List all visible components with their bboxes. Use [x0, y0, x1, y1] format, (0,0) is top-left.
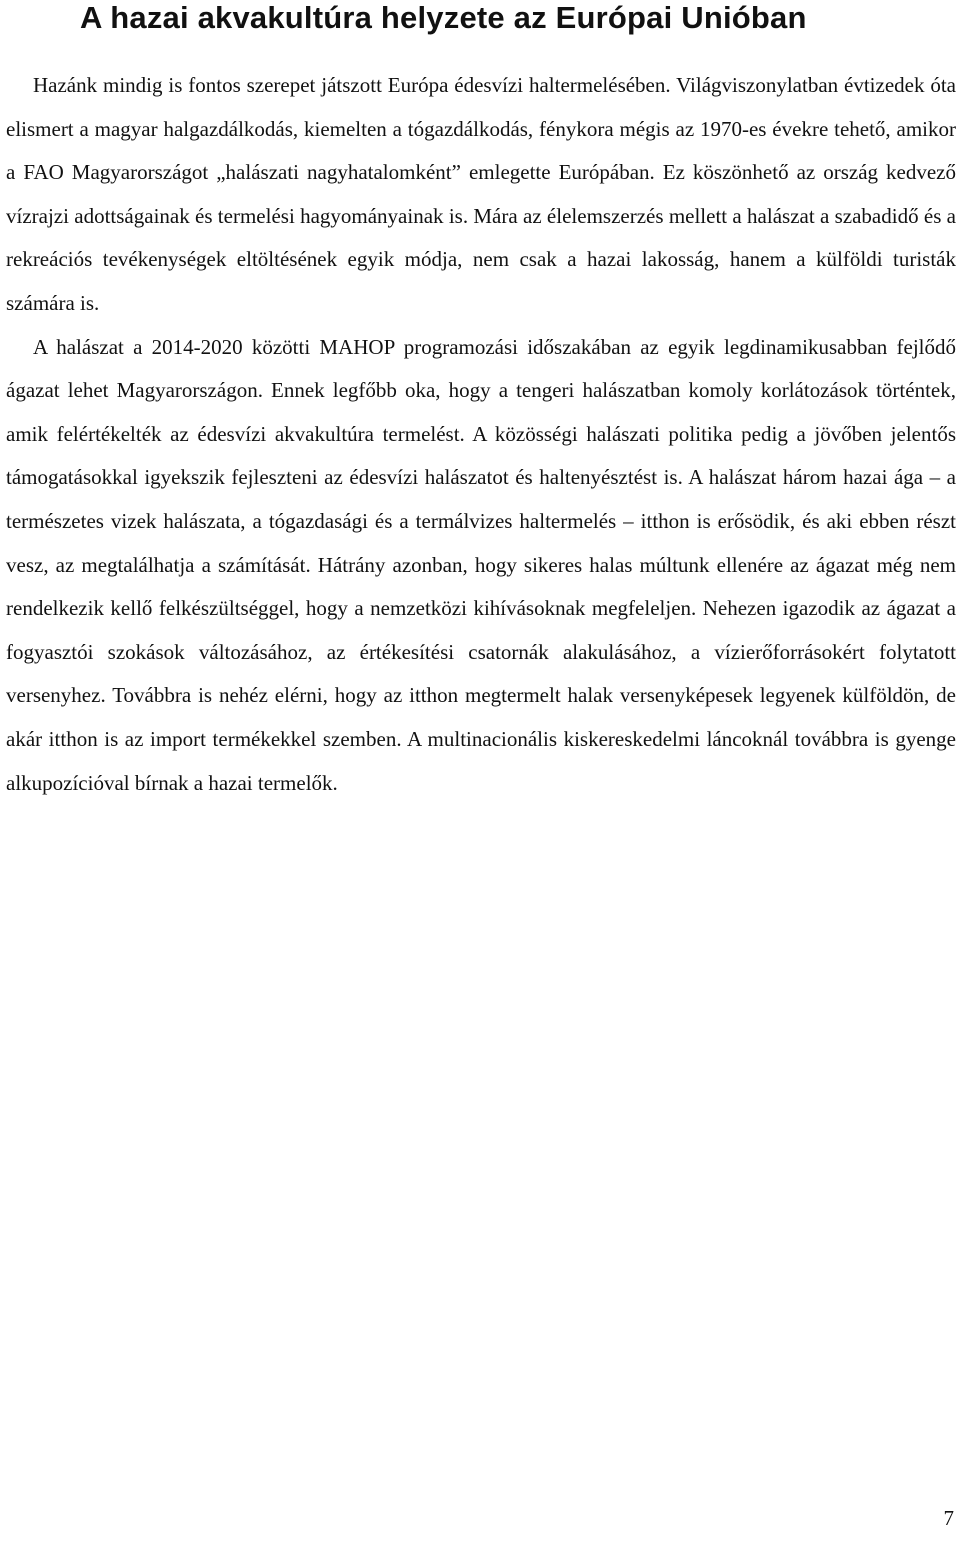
paragraph-mahop: A halászat a 2014-2020 közötti MAHOP programozási időszakában az egyik legdinamikusabban fejlődő ágazat lehet Magyarországon. Ennek legfőbb oka, hogy a tengeri halászatban komoly korlátozások történtek, amik felértékelték az édesvízi akvakultúra termelést. A közösségi halászati politika pedig a jövőben jelentős támogatásokkal igyekszik fejleszteni az édesvízi halászatot és haltenyésztést is. A halászat három hazai ága – a természetes vizek halászata, a tógazdasági és a termálvizes haltermelés – itthon is erősödik, és aki ebben részt vesz, az megtalálhatja a számítását. Hátrány azonban, hogy sikeres halas múltunk ellenére az ágazat még nem rendelkezik kellő felkészültséggel, hogy a nemzetközi kihívásoknak megfeleljen. Nehezen igazodik az ágazat a fogyasztói szokások változásához, az értékesítési csatornák alakulásához, a vízierőforrásokért folytatott versenyhez. Továbbra is nehéz elérni, hogy az itthon megtermelt halak versenyképesek legyenek külföldön, de akár itthon is az import termékekkel szemben. A multinacionális kiskereskedelmi láncoknál továbbra is gyenge alkupozícióval bírnak a hazai termelők. [6, 334, 956, 795]
page-title: A hazai akvakultúra helyzete az Európai Unióban [80, 0, 807, 35]
page-number: 7 [943, 1506, 954, 1530]
paragraph-intro: Hazánk mindig is fontos szerepet játszott Európa édesvízi haltermelésében. Világviszonylatban évtizedek óta elismert a magyar halgazdálkodás, kiemelten a tógazdálkodás, fénykora mégis az 1970-es évekre tehető, amikor a FAO Magyarországot „halászati nagyhatalomként” emlegette Európában. Ez köszönhető az ország kedvező vízrajzi adottságainak és termelési hagyományainak is. Mára az élelemszerzés mellett a halászat a szabadidő és a rekreációs tevékenységek eltöltésének egyik módja, nem csak a hazai lakosság, hanem a külföldi turisták számára is. [6, 73, 956, 315]
body-text [6, 64, 956, 805]
